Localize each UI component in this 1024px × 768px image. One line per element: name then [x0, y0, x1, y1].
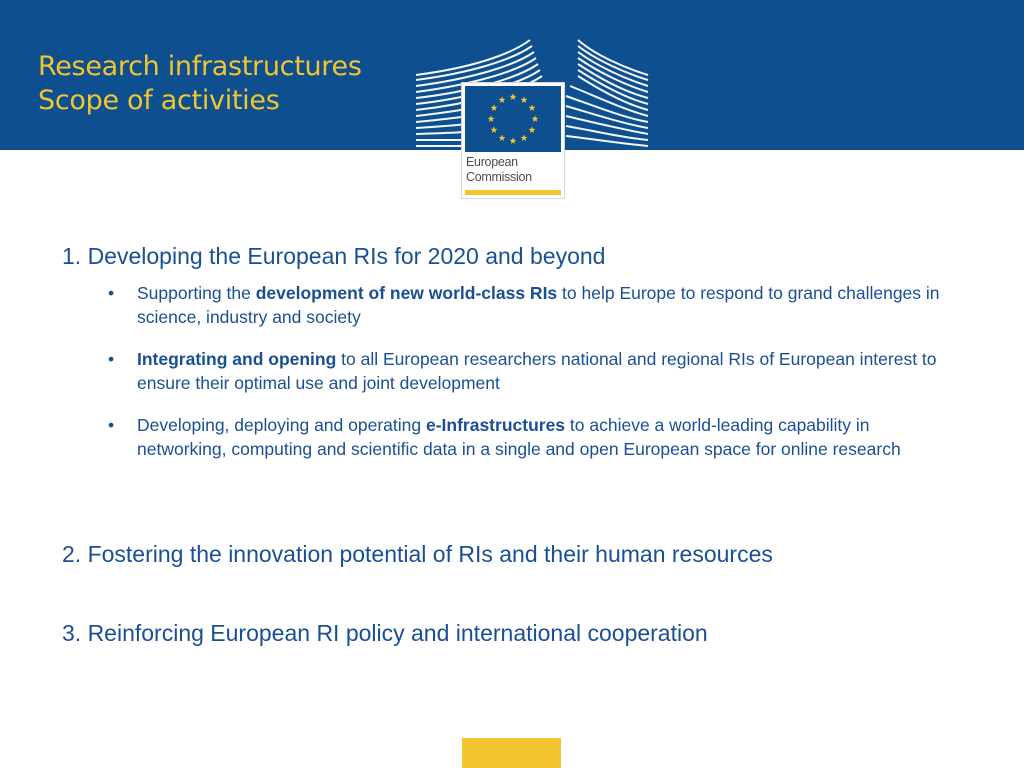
- point-1-bullets: [62, 281, 992, 461]
- bullet-text-bold: e-Infrastructures: [425, 415, 566, 435]
- bullet-text-pre: Supporting the: [137, 283, 256, 303]
- bullet-text-bold: Integrating and opening: [137, 349, 337, 369]
- bullet-item: [62, 413, 992, 461]
- point-2: 2. Fostering the innovation potential of RIs and their human resources: [62, 541, 773, 567]
- eu-flag-icon: [465, 86, 561, 152]
- bullet-text-post: to help Europe to respond to grand challenges in science, industry and society: [137, 283, 940, 327]
- bullet-item: [62, 347, 992, 395]
- bullet-text-post: to all European researchers national and regional RIs of European interest to ensure their optimal use and joint development: [137, 349, 937, 393]
- footer-yellow-tab: [462, 738, 561, 768]
- logo-line-1: European: [466, 155, 518, 169]
- bullet-item: [62, 281, 992, 329]
- logo-text: [466, 155, 532, 185]
- bullet-text-pre: Developing, deploying and operating: [137, 415, 426, 435]
- bullet-marker: •: [108, 415, 115, 435]
- bullet-text-bold: development of new world-class RIs: [255, 283, 558, 303]
- point-3: 3. Reinforcing European RI policy and international cooperation: [62, 620, 708, 646]
- european-commission-logo: [462, 83, 564, 198]
- title-line-1: Research infrastructures: [38, 51, 362, 82]
- point-1: 1. Developing the European RIs for 2020 and beyond: [62, 243, 606, 269]
- slide-content: [62, 241, 992, 479]
- bullet-marker: •: [108, 349, 115, 369]
- logo-line-2: Commission: [466, 170, 532, 184]
- bullet-text-post: to achieve a world-leading capability in networking, computing and scientific data in a single and open European space for online research: [137, 415, 901, 459]
- title-line-2: Scope of activities: [38, 85, 280, 116]
- logo-yellow-bar: [465, 190, 561, 195]
- bullet-marker: •: [108, 283, 115, 303]
